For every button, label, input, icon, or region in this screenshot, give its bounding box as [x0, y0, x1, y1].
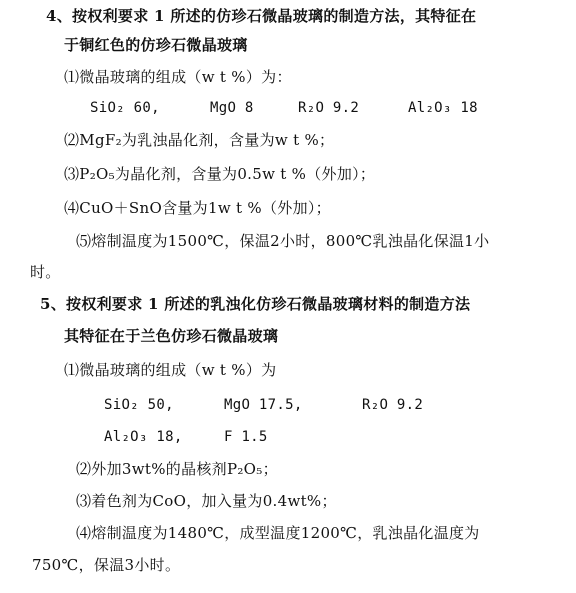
claim5-heading-line2: 其特征在于兰色仿珍石微晶玻璃: [64, 327, 279, 345]
composition-f: F 1.5: [224, 429, 268, 445]
composition-al2o3: Al₂O₃ 18,: [104, 429, 183, 445]
claim4-heading-line1: 4、按权利要求 1 所述的仿珍石微晶玻璃的制造方法，其特征在: [46, 7, 477, 25]
composition-al2o3: Al₂O₃ 18: [408, 100, 478, 116]
claim4-item1: ⑴微晶玻璃的组成（w t %）为：: [64, 68, 292, 86]
claim4-composition: [90, 98, 478, 118]
claim5-item3: ⑶着色剂为CoO，加入量为0.4wt%；: [76, 492, 337, 510]
composition-mgo: MgO 8: [210, 100, 254, 116]
claim5-item4-line1: ⑷熔制温度为1480℃，成型温度1200℃，乳浊晶化温度为: [76, 524, 480, 542]
claim4-heading-line2: 于铜红色的仿珍石微晶玻璃: [64, 36, 248, 54]
composition-sio2: SiO₂ 50,: [104, 397, 174, 413]
composition-r2o: R₂O 9.2: [298, 100, 360, 116]
claim4-item2: ⑵MgF₂为乳浊晶化剂，含量为w t %；: [64, 131, 335, 149]
claim5-item1: ⑴微晶玻璃的组成（w t %）为: [64, 361, 277, 379]
claim5-composition-row1: [104, 395, 423, 415]
claim5-composition-row2: [104, 427, 268, 447]
claim4-item3: ⑶P₂O₅为晶化剂，含量为0.5w t %（外加）；: [64, 165, 376, 183]
claim5-item4-line2: 750℃，保温3小时。: [32, 556, 181, 574]
claim5-item2: ⑵外加3wt%的晶核剂P₂O₅；: [76, 460, 278, 478]
claim4-item5-line2: 时。: [30, 263, 61, 281]
claim4-item5-line1: ⑸熔制温度为1500℃，保温2小时，800℃乳浊晶化保温1小: [76, 232, 490, 250]
composition-sio2: SiO₂ 60,: [90, 100, 160, 116]
claim5-heading-line1: 5、按权利要求 1 所述的乳浊化仿珍石微晶玻璃材料的制造方法: [40, 295, 471, 313]
composition-mgo: MgO 17.5,: [224, 397, 303, 413]
composition-r2o: R₂O 9.2: [362, 397, 424, 413]
claim4-item4: ⑷CuO＋SnO含量为1w t %（外加）；: [64, 199, 331, 217]
